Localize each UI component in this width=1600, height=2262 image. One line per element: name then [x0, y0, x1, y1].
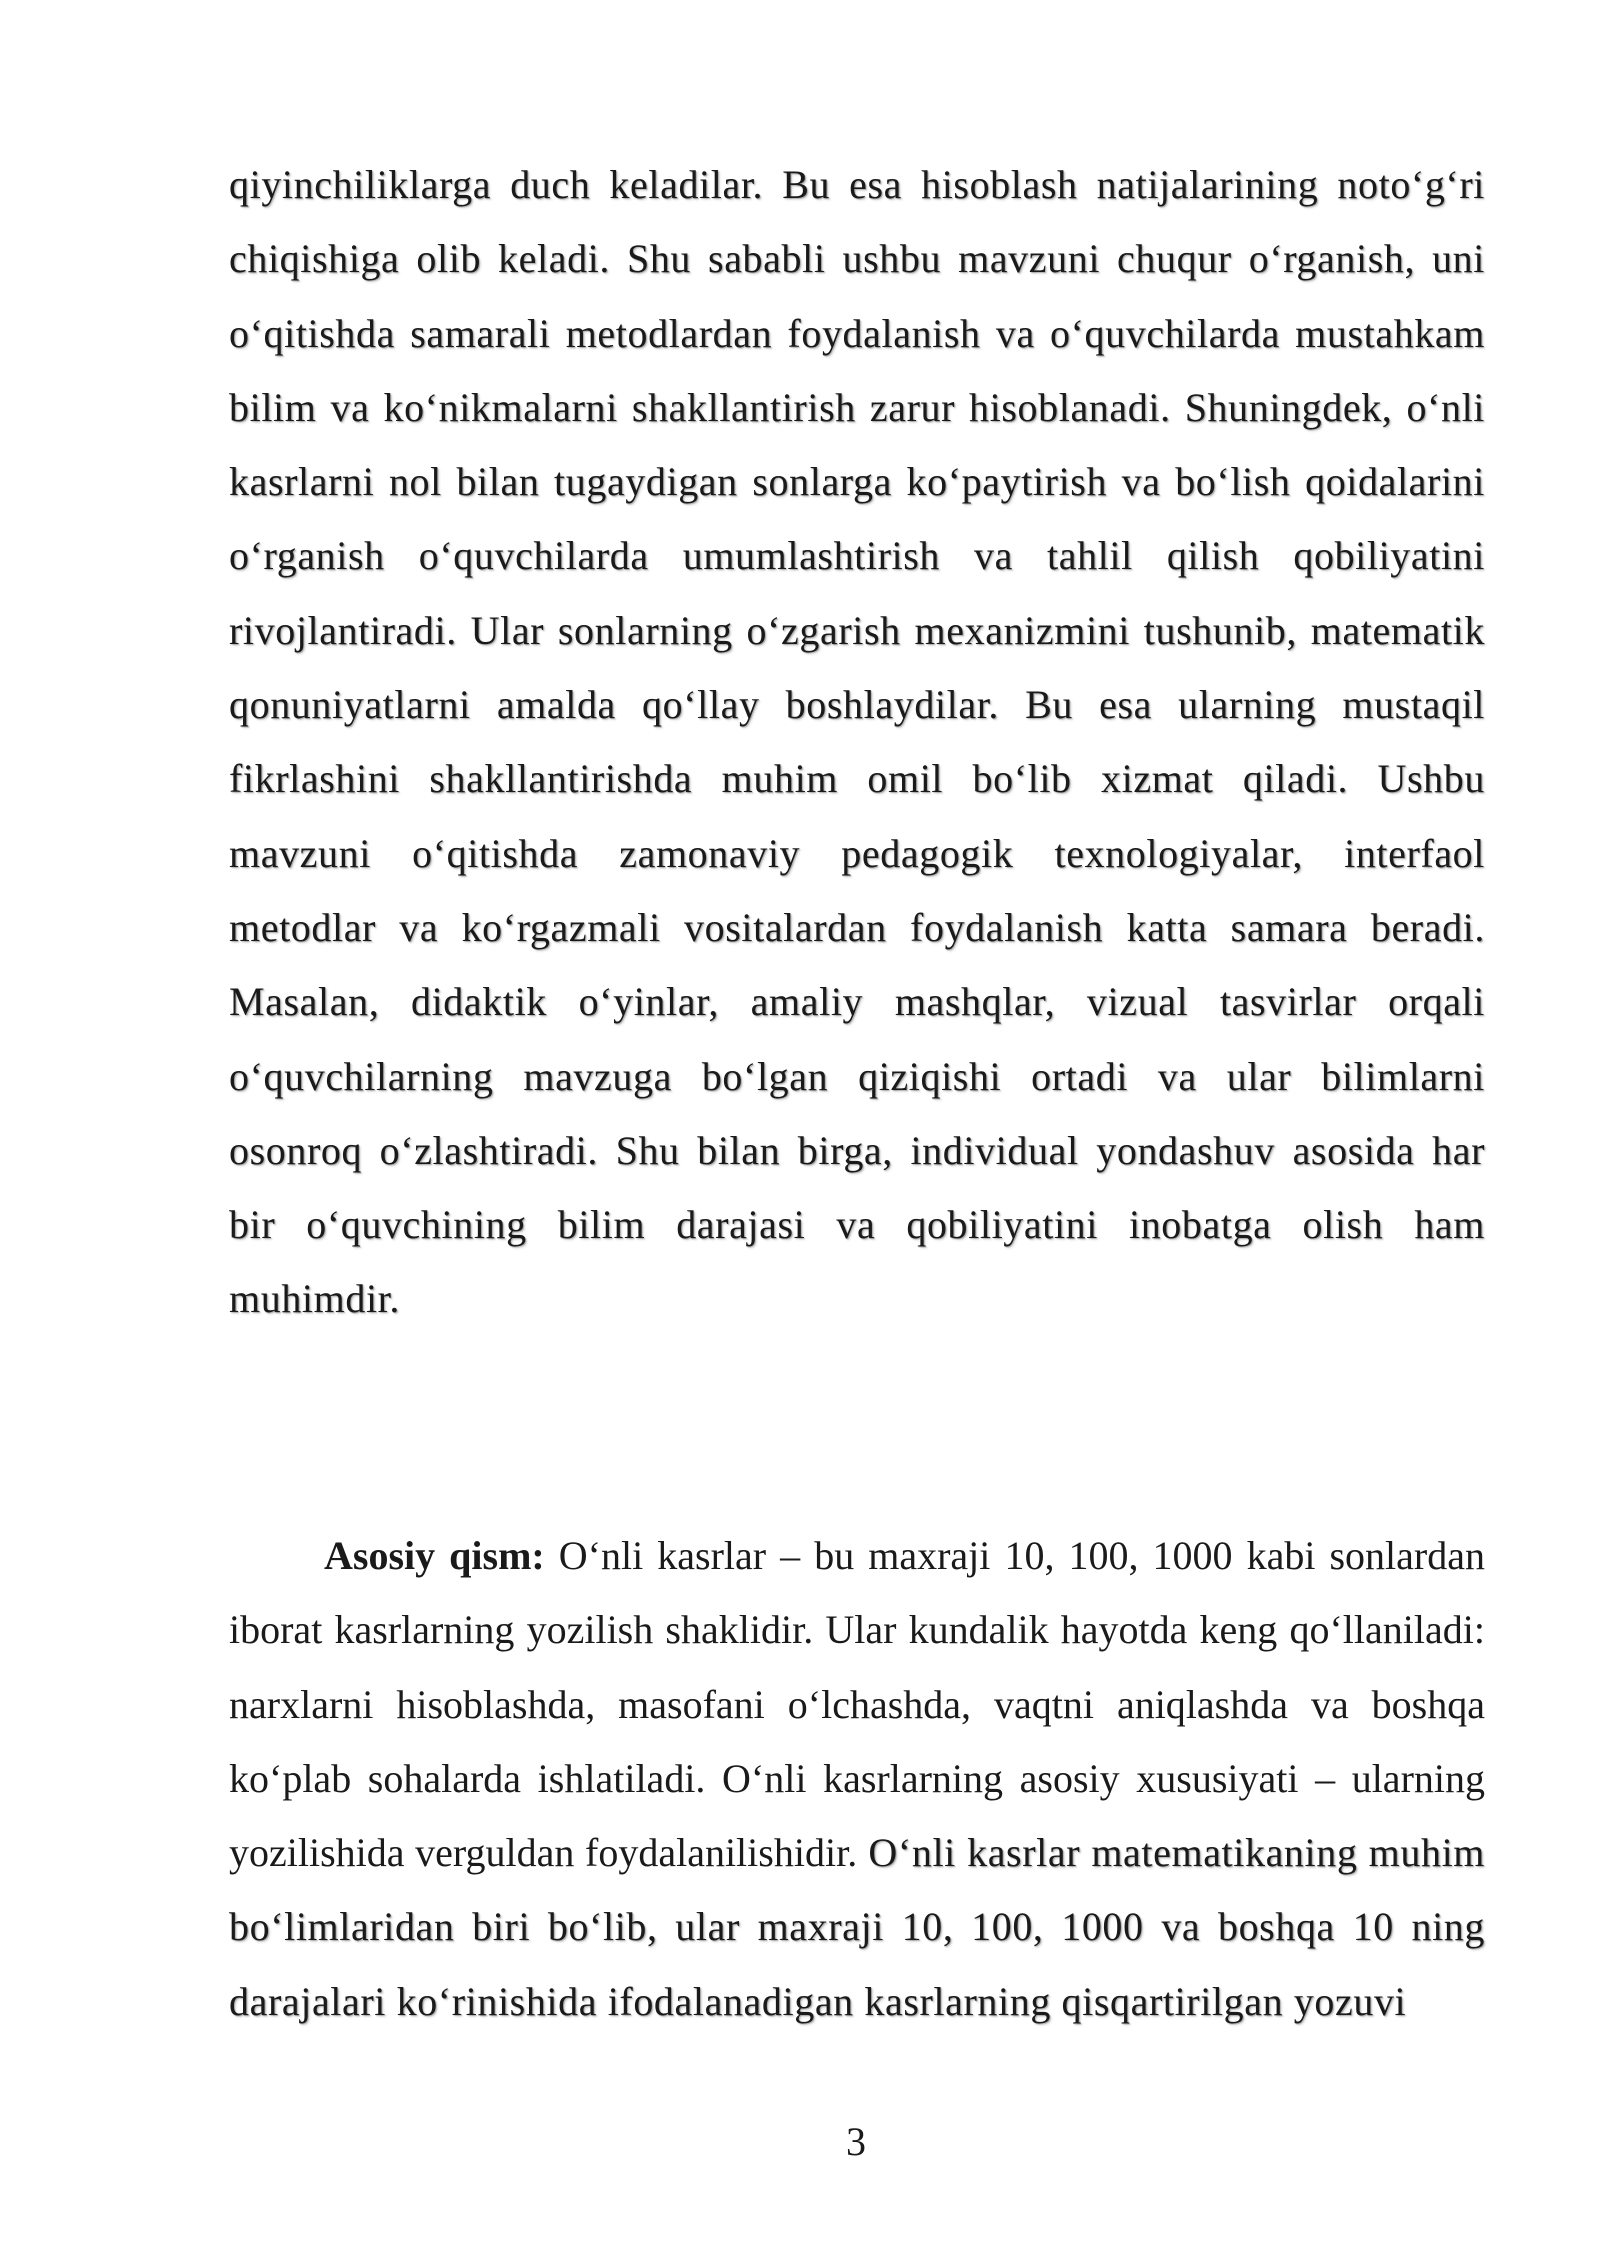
page-number: 3: [846, 2119, 866, 2164]
section-heading-inline: Asosiy qism:: [324, 1533, 545, 1578]
paragraph-1-text: qiyinchiliklarga duch keladilar. Bu esa hisoblash natijalarining noto‘g‘ri chiqishiga olib keladi. Shu sababli ushbu mavzuni chuqur o‘rganish, uni o‘qitishda samarali metodlardan foydalanish va o‘quvchilarda mustahkam bilim va ko‘nikmalarni shakllantirish zarur hisoblanadi. Shuningdek, o‘nli kasrlarni nol bilan tugaydigan sonlarga ko‘paytirish va bo‘lish qoidalarini o‘rganish o‘quvchilarda umumlashtirish va tahlil qilish qobiliyatini rivojlantiradi. Ular sonlarning o‘zgarish mexanizmini tushunib, matematik qonuniyatlarni amalda qo‘llay boshlaydilar. Bu esa ularning mustaqil fikrlashini shakllantirishda muhim omil bo‘lib xizmat qiladi. Ushbu mavzuni o‘qitishda zamonaviy pedagogik texnologiyalar, interfaol metodlar va ko‘rgazmali vositalardan foydalanish katta samara beradi. Masalan, didaktik o‘yinlar, amaliy mashqlar, vizual tasvirlar orqali o‘quvchilarning mavzuga bo‘lgan qiziqishi ortadi va ular bilimlarni osonroq o‘zlashtiradi. Shu bilan birga, individual yondashuv asosida har bir o‘quvchining bilim darajasi va qobiliyatini inobatga olish ham muhimdir.: [229, 162, 1485, 1322]
paragraph-2-text: O‘nli kasrlar – bu maxraji 10, 100, 1000 kabi sonlardan iborat kasrlarning yozilish shaklidir. Ular kundalik hayotda keng qo‘llaniladi: narxlarni hisoblashda, masofani o‘lchashda, vaqtni aniqlashda va boshqa ko‘plab sohalarda ishlatiladi. O‘nli kasrlarning asosiy xususiyati – ularning yozilishida verguldan foydalanilishidir.: [229, 1533, 1485, 1876]
body-paragraph-2: [229, 1519, 1485, 2039]
paragraph-2-text-continued: O‘nli kasrlar matematikaning muhim bo‘limlaridan biri bo‘lib, ular maxraji 10, 100, 1000 va boshqa 10 ning darajalari ko‘rinishida ifodalanadigan kasrlarning qisqartirilgan yozuvi: [229, 1830, 1486, 2024]
body-paragraph-1: [229, 148, 1485, 1337]
